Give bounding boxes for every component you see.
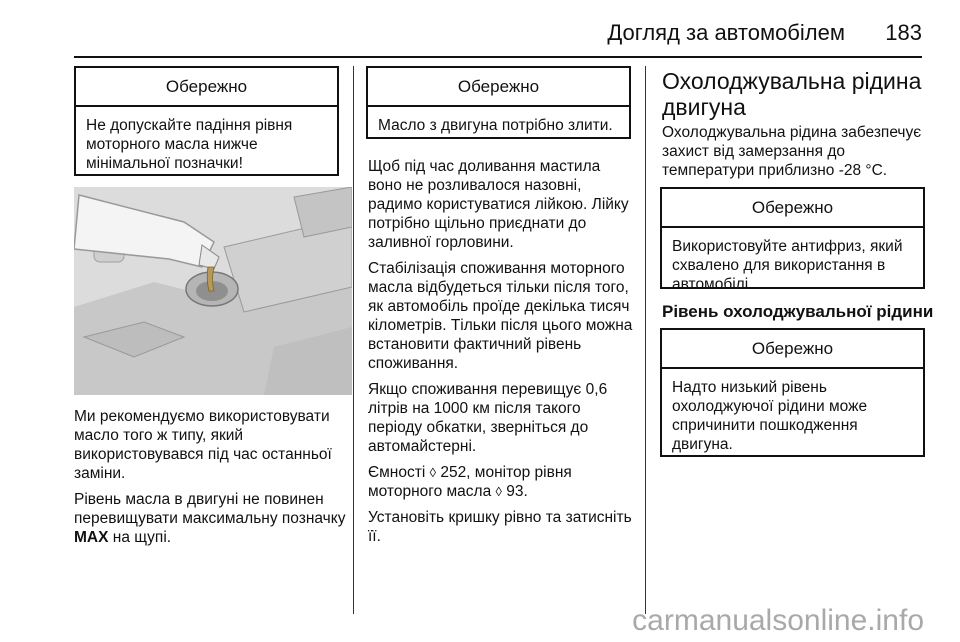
paragraph: Ми рекомендуємо використовувати масло того ж типу, який використовувався під час останньої заміни. — [74, 408, 332, 482]
paragraph: Стабілізація споживання моторного масла відбудеться тільки після того, як автомобіль проїде декілька тисяч кілометрів. Тільки після цього можна встановити фактичний рівень споживання. — [368, 260, 633, 372]
oil-funnel-illustration — [74, 187, 352, 395]
section-title: Догляд за автомобілем — [607, 20, 845, 45]
paragraph: Рівень масла в двигуні не повинен перевищувати максимальну позначку MAX на щупі. — [74, 491, 346, 546]
warning-title: Обережно — [662, 330, 923, 369]
reference-arrow-icon: ◊ — [495, 484, 502, 499]
max-label: MAX — [74, 529, 109, 546]
warning-text: Масло з двигуна потрібно злити. — [378, 117, 613, 134]
warning-box — [74, 66, 339, 176]
column-divider — [353, 66, 354, 614]
warning-title: Обережно — [368, 68, 629, 107]
page-number: 183 — [885, 20, 922, 45]
warning-text: Надто низький рівень охолоджуючої рідини може спричинити пошкодження двигуна. — [672, 379, 868, 453]
watermark: carmanualsonline.info — [632, 604, 924, 637]
paragraph: Ємності ◊ 252, монітор рівня моторного масла ◊ 93. — [368, 464, 572, 500]
col1-text — [74, 407, 352, 554]
warning-text: Використовуйте антифриз, який схвалено для використання в автомобілі. — [672, 238, 903, 293]
section-heading: Охолоджувальна рідина двигуна — [662, 68, 922, 120]
paragraph: Установіть кришку рівно та затисніть її. — [368, 509, 632, 545]
engine-oil-illustration — [74, 187, 352, 395]
warning-box — [366, 66, 631, 139]
warning-box — [660, 187, 925, 293]
warning-box — [660, 328, 925, 457]
reference-arrow-icon: ◊ — [429, 465, 437, 480]
warning-title: Обережно — [76, 68, 337, 107]
page-header — [0, 0, 960, 58]
intro-text: Охолоджувальна рідина забезпечує захист від замерзання до температури приблизно -28 °C. — [662, 124, 922, 179]
column-divider — [645, 66, 646, 614]
header-divider — [74, 56, 922, 58]
paragraph: Щоб під час доливання мастила воно не розливалося назовні, радимо користуватися лійкою. Лійку потрібно щільно приєднати до заливної горловини. — [368, 158, 629, 251]
paragraph: Якщо споживання перевищує 0,6 літрів на 1000 км після такого періоду обкатки, зверніться до автомайстерні. — [368, 381, 608, 455]
warning-title: Обережно — [662, 189, 923, 228]
warning-text: Не допускайте падіння рівня моторного масла нижче мінімальної позначки! — [86, 117, 293, 172]
subsection-heading: Рівень охолоджувальної рідини — [662, 302, 934, 321]
col2-text — [368, 157, 638, 553]
